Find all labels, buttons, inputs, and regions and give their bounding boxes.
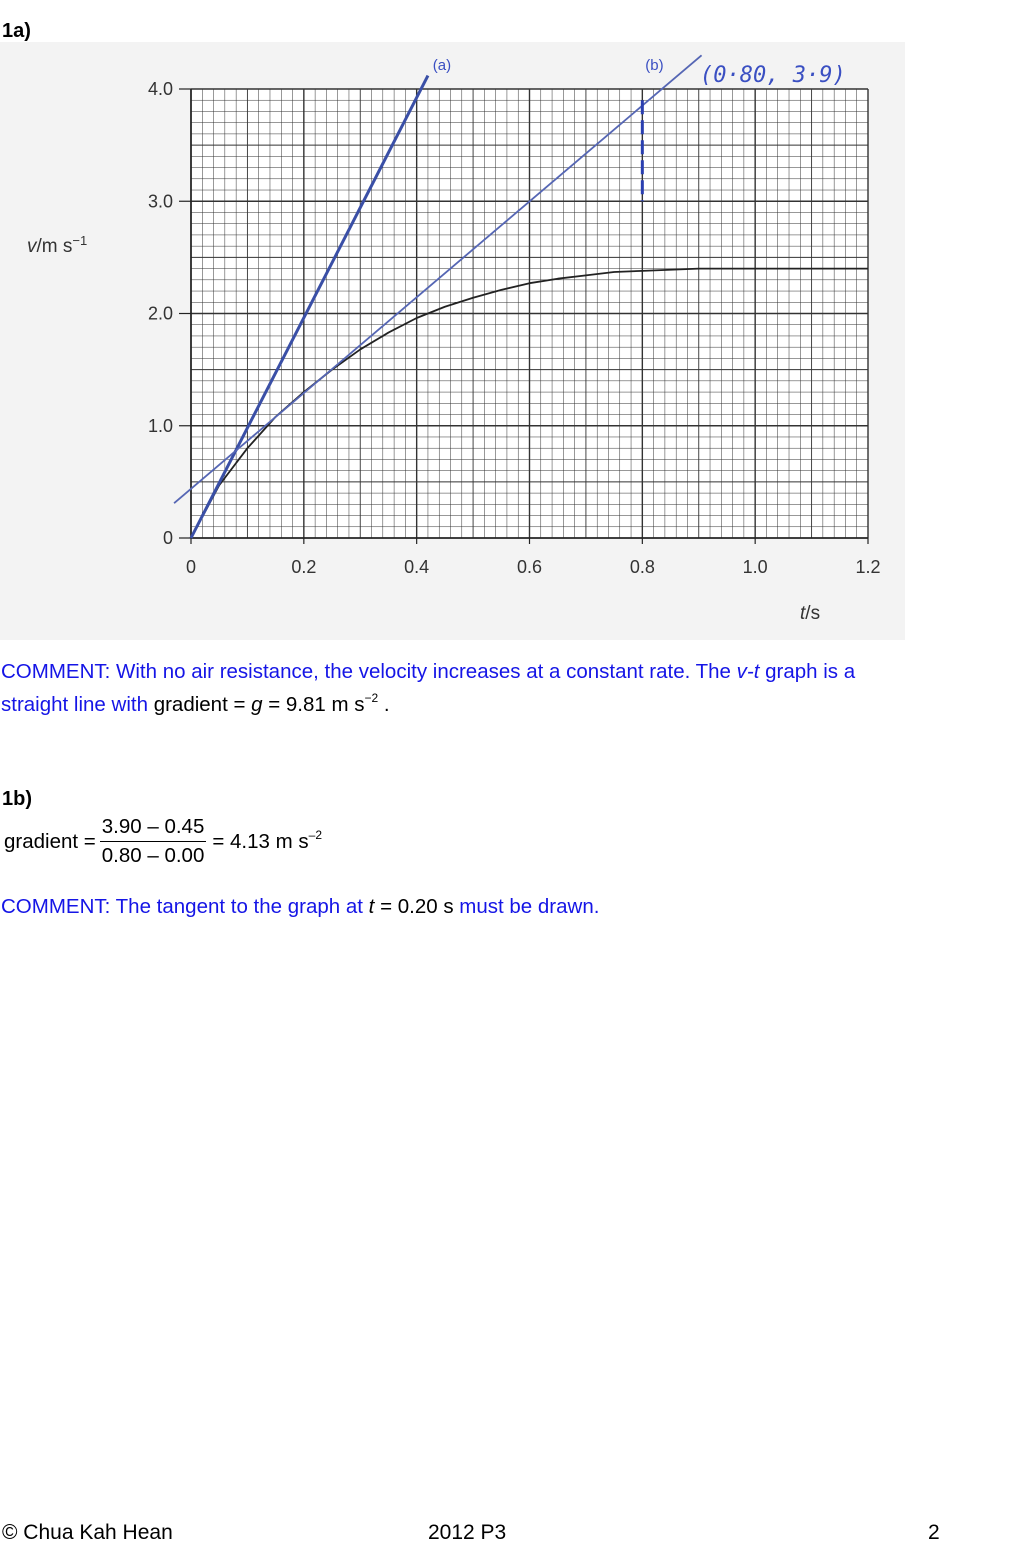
question-1a-label: 1a) — [2, 20, 31, 42]
x-tick-label: 0.8 — [629, 557, 655, 577]
calc-rhs: = 4.13 m $s^{-2}$ — [212, 827, 322, 853]
y-tick-label: 0 — [162, 528, 173, 548]
x-tick-label: 0.6 — [516, 557, 543, 577]
y-tick-label: 1.0 — [147, 415, 173, 436]
y-axis-label: v/m $s^{-1}$ — [27, 233, 88, 257]
comment-1b-text: COMMENT: The tangent to the graph at — [1, 895, 369, 918]
grid — [191, 89, 868, 538]
x-axis-label: t/s — [800, 603, 821, 624]
calc-denominator: 0.80 – 0.00 — [101, 844, 205, 867]
comment-1a-text-2: graph is a — [759, 660, 856, 683]
x-tick-label: 1.2 — [855, 557, 881, 577]
x-tick-label: 0.2 — [291, 557, 317, 577]
footer-page-number: 2 — [928, 1521, 940, 1544]
comment-1b — [1, 890, 1001, 923]
question-1b-label: 1b) — [2, 788, 32, 810]
calc-lhs: gradient = — [4, 829, 96, 853]
y-tick-label: 3.0 — [147, 191, 173, 212]
x-tick-label: 1.0 — [742, 557, 768, 577]
x-tick-label: 0.4 — [404, 557, 430, 577]
x-tick-label: 0 — [185, 557, 197, 577]
y-tick-label: 2.0 — [147, 303, 173, 324]
calc-numerator: 3.90 – 0.45 — [100, 815, 207, 842]
y-tick-label: 4.0 — [147, 79, 173, 99]
comment-1a-vt: v-t — [736, 660, 760, 683]
comment-1b-math: t = 0.20 s — [368, 895, 454, 918]
comment-1b-suffix: must be drawn. — [453, 895, 600, 918]
comment-1a-line2: straight line with — [1, 693, 154, 716]
line-b-label: (b) — [645, 57, 664, 74]
comment-1a-text: COMMENT: With no air resistance, the velocity increases at a constant rate. The — [1, 660, 737, 683]
velocity-time-graph — [0, 42, 905, 640]
footer-copyright: © Chua Kah Hean — [2, 1521, 173, 1544]
line-a-label: (a) — [432, 57, 452, 74]
comment-1a — [1, 655, 1001, 721]
gradient-calculation — [4, 815, 322, 868]
footer-paper-id: 2012 P3 — [428, 1521, 507, 1544]
handwritten-coordinate-annotation: (0·80, 3·9) — [700, 63, 846, 88]
gradient-equation: gradient = g = 9.81 m $s^{-2}$ . — [153, 691, 390, 716]
calc-fraction — [100, 815, 207, 868]
